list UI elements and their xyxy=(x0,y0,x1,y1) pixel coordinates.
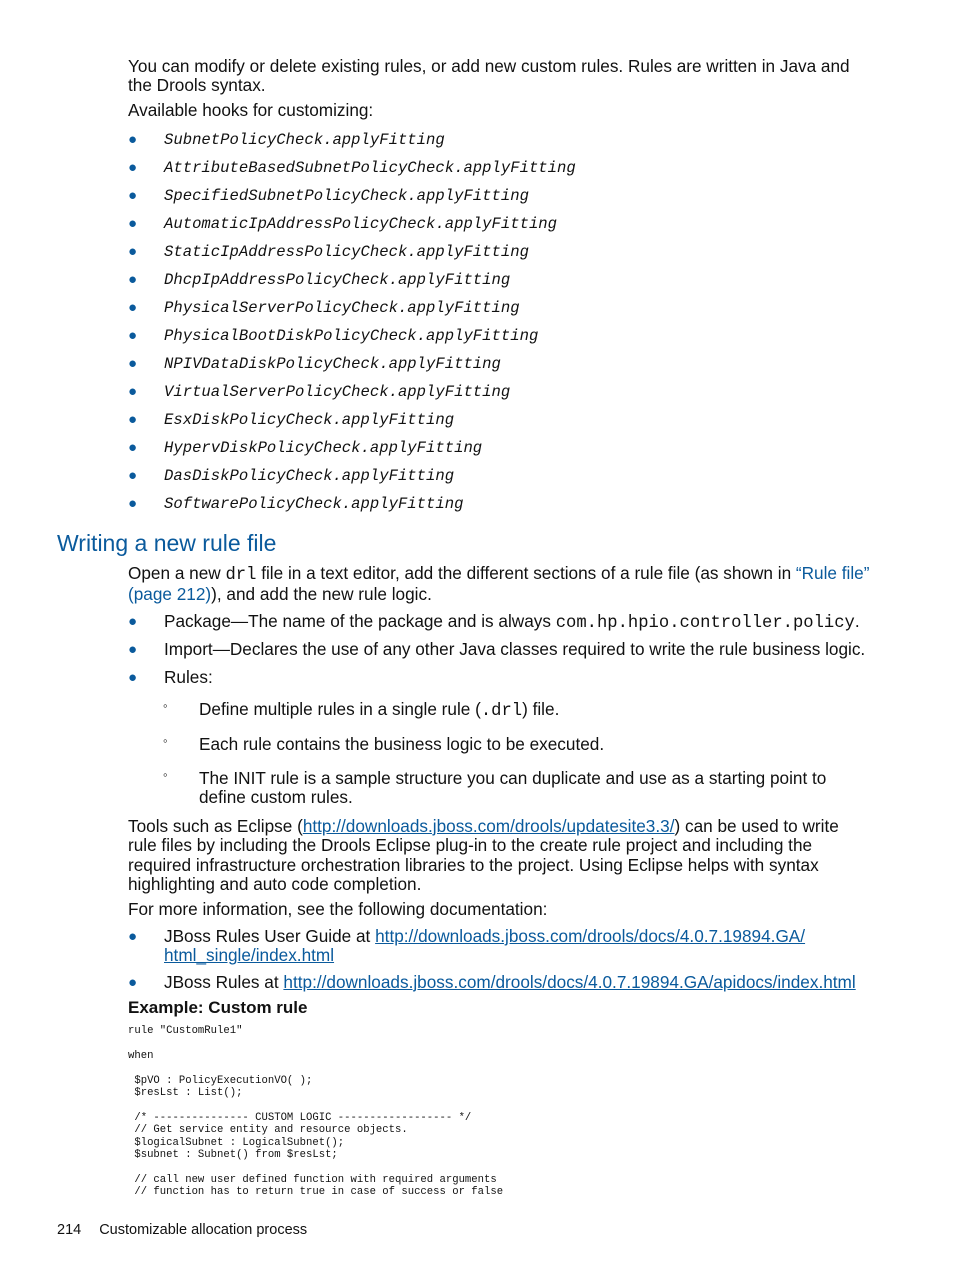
bullet-icon: ● xyxy=(128,215,138,232)
sub-list-item: ◦ Define multiple rules in a single rule (.drl) file. xyxy=(163,698,560,721)
open-paragraph: Open a new drl file in a text editor, add the different sections of a rule file (as shown in “Rule file” (page 212)), and add the new rule logic. xyxy=(128,563,870,605)
bullet-icon: ● xyxy=(128,467,138,484)
bullet-icon: ● xyxy=(128,641,138,658)
bullet-icon: ● xyxy=(128,439,138,456)
jboss-user-guide-link[interactable]: http://downloads.jboss.com/drools/docs/4.0.7.19894.GA/ html_single/index.html xyxy=(164,926,806,966)
list-item: ● JBoss Rules User Guide at http://downloads.jboss.com/drools/docs/4.0.7.19894.GA/ html_single/index.html xyxy=(128,926,806,966)
page-number: 214 xyxy=(57,1222,82,1238)
list-item: ● Package—The name of the package and is always com.hp.hpio.controller.policy. xyxy=(128,611,860,633)
bullet-icon: ● xyxy=(128,974,138,991)
circle-bullet-icon: ◦ xyxy=(163,698,168,713)
circle-bullet-icon: ◦ xyxy=(163,767,168,782)
bullet-icon: ● xyxy=(128,131,138,148)
list-item: ● JBoss Rules at http://downloads.jboss.com/drools/docs/4.0.7.19894.GA/apidocs/index.html xyxy=(128,972,856,992)
list-item: ● Import—Declares the use of any other Java classes required to write the rule business logic. xyxy=(128,639,866,659)
example-title: Example: Custom rule xyxy=(128,998,308,1017)
chapter-title: Customizable allocation process xyxy=(99,1222,308,1238)
bullet-icon: ● xyxy=(128,355,138,372)
more-info-paragraph: For more information, see the following documentation: xyxy=(128,899,548,919)
sub-list-item: ◦ The INIT rule is a sample structure you can duplicate and use as a starting point to define custom rules. xyxy=(163,767,827,808)
bullet-icon: ● xyxy=(128,187,138,204)
code-block: rule "CustomRule1" when $pVO : PolicyExecutionVO( ); $resLst : List(); /* --------------- CUSTOM LOGIC ------------------ */ // Get service entity and resource objects. $logicalSubnet : LogicalSubnet(); $subnet : Subnet() from $resLst; // call new user defined function with required arguments // function has to return true in case of success or false xyxy=(128,1025,504,1199)
rule-file-link[interactable]: “Rule file” (page 212) xyxy=(128,563,870,605)
bullet-icon: ● xyxy=(128,411,138,428)
section-heading: Writing a new rule file xyxy=(57,530,277,556)
bullet-icon: ● xyxy=(128,613,138,630)
tools-paragraph: Tools such as Eclipse (http://downloads.jboss.com/drools/updatesite3.3/) can be used to write rule files by including the Drools Eclipse plug-in to the create rule project and including the required infrastructure orchestration libraries to the project. Using Eclipse helps with syntax highlighting and auto code completion. xyxy=(128,816,839,895)
intro-paragraph: You can modify or delete existing rules, or add new custom rules. Rules are written in Java and the Drools syntax. xyxy=(128,56,850,96)
bullet-icon: ● xyxy=(128,159,138,176)
bullet-icon: ● xyxy=(128,495,138,512)
bullet-icon: ● xyxy=(128,271,138,288)
bullet-icon: ● xyxy=(128,669,138,686)
eclipse-updatesite-link[interactable]: http://downloads.jboss.com/drools/updatesite3.3/ xyxy=(302,816,675,836)
bullet-icon: ● xyxy=(128,299,138,316)
page-footer xyxy=(57,1222,307,1238)
circle-bullet-icon: ◦ xyxy=(163,733,168,748)
bullet-icon: ● xyxy=(128,383,138,400)
bullet-icon: ● xyxy=(128,327,138,344)
hooks-intro: Available hooks for customizing: xyxy=(128,100,374,120)
sub-list-item: ◦ Each rule contains the business logic to be executed. xyxy=(163,733,605,754)
bullet-icon: ● xyxy=(128,928,138,945)
list-item: ● Rules: xyxy=(128,667,213,687)
bullet-icon: ● xyxy=(128,243,138,260)
jboss-apidocs-link[interactable]: http://downloads.jboss.com/drools/docs/4.0.7.19894.GA/apidocs/index.html xyxy=(283,972,856,992)
